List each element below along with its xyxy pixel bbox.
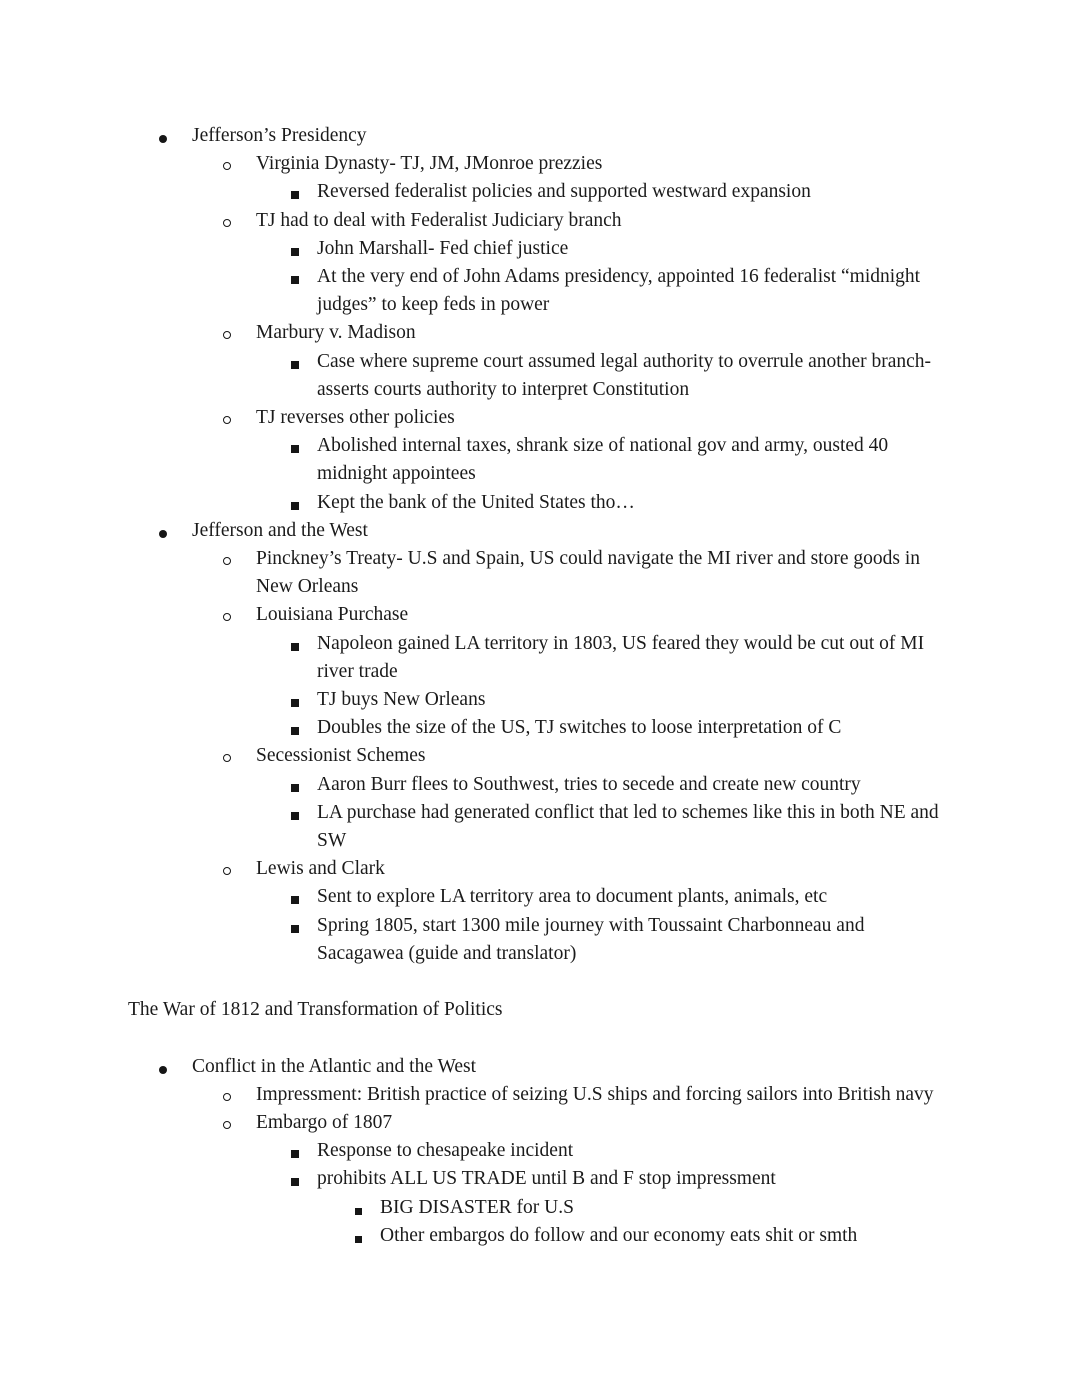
- outline-item-level-3: [128, 489, 952, 517]
- outline-item-level-2: [128, 545, 952, 601]
- small-square-bullet-icon: [355, 1208, 362, 1215]
- outline-item-text: Aaron Burr flees to Southwest, tries to secede and create new country: [317, 773, 861, 795]
- outline-item-text: TJ buys New Orleans: [317, 689, 486, 711]
- square-bullet-icon: [291, 727, 299, 735]
- circle-bullet-icon: [223, 162, 231, 170]
- square-bullet-icon: [291, 276, 299, 284]
- circle-bullet-icon: [223, 219, 231, 227]
- outline-item-level-2: [128, 1081, 952, 1109]
- outline-item-text: Abolished internal taxes, shrank size of national gov and army, ousted 40 midnight appointees: [317, 435, 889, 485]
- square-bullet-icon: [291, 248, 299, 256]
- outline-item-text: Louisiana Purchase: [256, 604, 409, 626]
- paragraph-spacer-after-heading: [128, 1024, 952, 1052]
- outline-item-text: Conflict in the Atlantic and the West: [192, 1055, 477, 1077]
- outline-section-jefferson: [128, 122, 952, 968]
- square-bullet-icon: [291, 643, 299, 651]
- outline-item-level-2: [128, 404, 952, 432]
- outline-item-level-3: [128, 912, 952, 968]
- outline-item-text: Embargo of 1807: [256, 1112, 393, 1134]
- outline-item-text: John Marshall- Fed chief justice: [317, 237, 569, 259]
- outline-item-level-3: [128, 630, 952, 686]
- outline-item-level-3: [128, 235, 952, 263]
- square-bullet-icon: [291, 502, 299, 510]
- outline-item-text: Napoleon gained LA territory in 1803, US feared they would be cut out of MI river trade: [317, 632, 925, 682]
- circle-bullet-icon: [223, 754, 231, 762]
- outline-item-text: Pinckney’s Treaty- U.S and Spain, US could navigate the MI river and store goods in New Orleans: [256, 548, 920, 598]
- circle-bullet-icon: [223, 1093, 231, 1101]
- outline-item-level-3: [128, 348, 952, 404]
- paragraph-spacer-before-heading: [128, 968, 952, 996]
- outline-item-level-3: [128, 263, 952, 319]
- outline-item-level-1: [128, 517, 952, 545]
- outline-item-text: Secessionist Schemes: [256, 745, 426, 767]
- outline-item-level-3: [128, 1137, 952, 1165]
- outline-item-text: Virginia Dynasty- TJ, JM, JMonroe prezzies: [256, 153, 603, 175]
- outline-item-level-4: [128, 1222, 952, 1250]
- small-square-bullet-icon: [355, 1236, 362, 1243]
- outline-item-level-2: [128, 150, 952, 178]
- outline-item-text: prohibits ALL US TRADE until B and F stop impressment: [317, 1168, 776, 1190]
- outline-item-text: TJ had to deal with Federalist Judiciary branch: [256, 209, 622, 231]
- outline-item-text: Jefferson and the West: [192, 519, 368, 541]
- outline-item-level-2: [128, 319, 952, 347]
- outline-item-level-1: [128, 122, 952, 150]
- outline-item-text: Spring 1805, start 1300 mile journey with Toussaint Charbonneau and Sacagawea (guide and translator): [317, 914, 865, 964]
- outline-item-level-3: [128, 178, 952, 206]
- outline-item-text: Other embargos do follow and our economy eats shit or smth: [380, 1224, 858, 1246]
- outline-item-text: Reversed federalist policies and supported westward expansion: [317, 181, 811, 203]
- square-bullet-icon: [291, 445, 299, 453]
- circle-bullet-icon: [223, 613, 231, 621]
- circle-bullet-icon: [223, 557, 231, 565]
- section-heading: The War of 1812 and Transformation of Politics: [128, 999, 503, 1021]
- outline-item-text: Sent to explore LA territory area to document plants, animals, etc: [317, 886, 828, 908]
- outline-item-text: Impressment: British practice of seizing U.S ships and forcing sailors into British navy: [256, 1083, 934, 1105]
- disc-bullet-icon: [159, 530, 167, 538]
- outline-section-war-of-1812: [128, 1053, 952, 1250]
- outline-item-level-3: [128, 432, 952, 488]
- square-bullet-icon: [291, 699, 299, 707]
- square-bullet-icon: [291, 1150, 299, 1158]
- square-bullet-icon: [291, 925, 299, 933]
- outline-item-level-2: [128, 207, 952, 235]
- outline-item-text: Response to chesapeake incident: [317, 1140, 574, 1162]
- outline-item-level-3: [128, 883, 952, 911]
- circle-bullet-icon: [223, 867, 231, 875]
- outline-item-level-3: [128, 1165, 952, 1193]
- square-bullet-icon: [291, 361, 299, 369]
- outline-item-text: Kept the bank of the United States tho…: [317, 491, 635, 513]
- outline-item-level-4: [128, 1194, 952, 1222]
- disc-bullet-icon: [159, 1066, 167, 1074]
- disc-bullet-icon: [159, 135, 167, 143]
- outline-item-text: TJ reverses other policies: [256, 407, 455, 429]
- outline-item-level-3: [128, 771, 952, 799]
- outline-item-level-3: [128, 686, 952, 714]
- circle-bullet-icon: [223, 331, 231, 339]
- square-bullet-icon: [291, 1178, 299, 1186]
- circle-bullet-icon: [223, 1121, 231, 1129]
- outline-item-text: BIG DISASTER for U.S: [380, 1196, 574, 1218]
- outline-item-level-2: [128, 742, 952, 770]
- outline-item-text: At the very end of John Adams presidency, appointed 16 federalist “midnight judges” to keep feds in power: [317, 266, 921, 316]
- square-bullet-icon: [291, 784, 299, 792]
- outline-item-level-2: [128, 1109, 952, 1137]
- outline-item-level-3: [128, 799, 952, 855]
- document-body: [128, 122, 952, 1250]
- outline-item-level-1: [128, 1053, 952, 1081]
- outline-item-level-2: [128, 601, 952, 629]
- square-bullet-icon: [291, 896, 299, 904]
- outline-item-text: Doubles the size of the US, TJ switches to loose interpretation of C: [317, 717, 842, 739]
- outline-item-text: Marbury v. Madison: [256, 322, 416, 344]
- outline-item-text: LA purchase had generated conflict that led to schemes like this in both NE and SW: [317, 801, 939, 852]
- outline-item-level-2: [128, 855, 952, 883]
- square-bullet-icon: [291, 191, 299, 199]
- square-bullet-icon: [291, 812, 299, 820]
- outline-item-level-3: [128, 714, 952, 742]
- outline-item-text: Case where supreme court assumed legal authority to overrule another branch- asserts courts authority to interpret Constitution: [317, 350, 932, 400]
- outline-item-text: Jefferson’s Presidency: [192, 125, 367, 146]
- circle-bullet-icon: [223, 416, 231, 424]
- outline-item-text: Lewis and Clark: [256, 858, 385, 880]
